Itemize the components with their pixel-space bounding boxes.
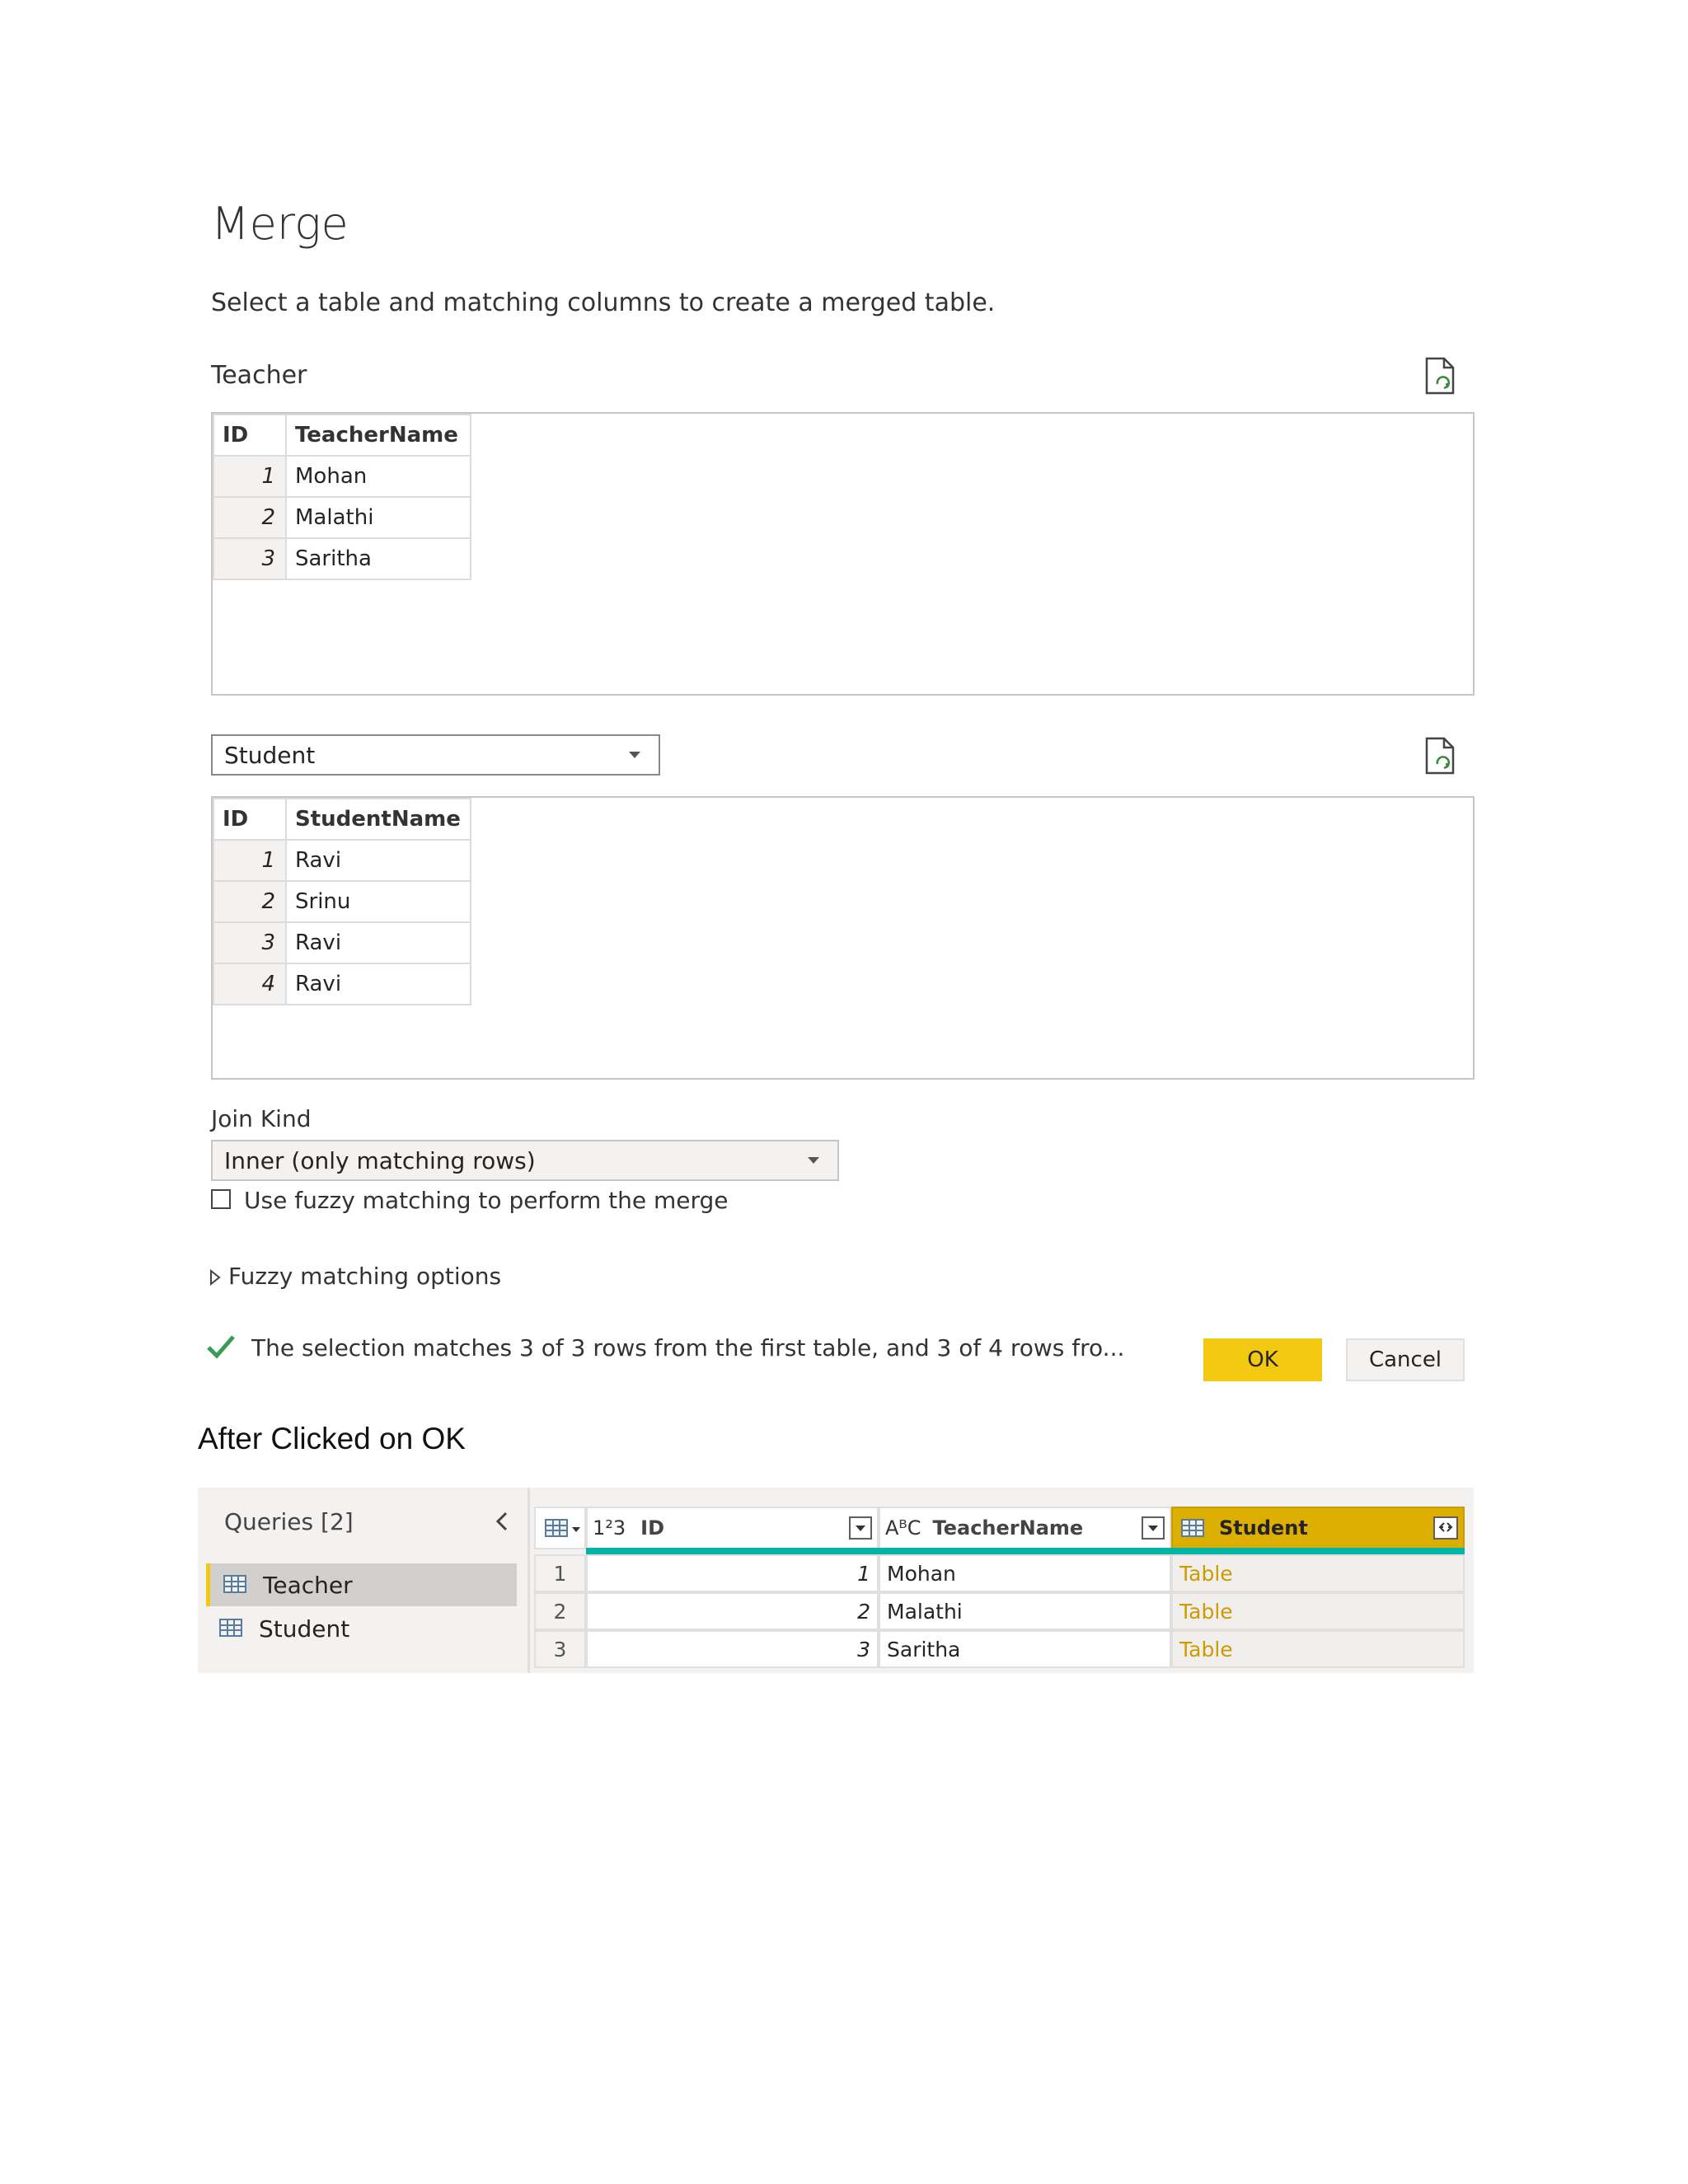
query-item-student[interactable] [206,1607,517,1650]
table-icon [219,1619,242,1637]
match-status-text: The selection matches 3 of 3 rows from the first table, and 3 of 4 rows fro... [251,1334,1125,1361]
cell-teachername[interactable]: Saritha [879,1630,1171,1668]
table-icon [1181,1519,1204,1537]
table-row [213,922,471,963]
table-row [213,881,471,922]
fuzzy-matching-checkbox[interactable] [211,1189,231,1209]
table-row [213,456,471,497]
table-row [213,497,471,538]
cell-teachername[interactable]: Mohan [879,1554,1171,1592]
join-kind-value: Inner (only matching rows) [224,1146,536,1174]
column-header-student[interactable] [1171,1507,1465,1549]
checkmark-icon [206,1333,236,1360]
cell-student-table-link[interactable]: Table [1171,1592,1465,1630]
first-table-preview [211,412,1475,696]
collapse-pane-icon[interactable] [495,1511,509,1532]
column-header-label: Student [1219,1516,1308,1540]
row-number[interactable]: 2 [534,1592,586,1630]
column-header[interactable]: ID [213,415,286,456]
teacher-preview-table [213,414,471,580]
fuzzy-matching-label[interactable]: Use fuzzy matching to perform the merge [244,1187,729,1214]
filter-dropdown-icon[interactable] [1142,1516,1165,1540]
dialog-subtitle: Select a table and matching columns to create a merged table. [211,288,996,317]
column-header[interactable]: StudentName [286,799,471,840]
first-table-label: Teacher [211,361,307,390]
row-value: Saritha [286,538,471,579]
dialog-title: Merge [211,198,349,250]
row-value: Ravi [286,840,471,881]
student-preview-table [213,798,471,1005]
cell-id[interactable]: 1 [586,1554,879,1592]
join-kind-label: Join Kind [211,1105,312,1132]
row-value: Mohan [286,456,471,497]
second-table-select-value: Student [224,741,316,769]
chevron-down-icon [808,1157,819,1164]
query-item-label: Teacher [263,1571,353,1599]
second-table-preview [211,796,1475,1080]
row-id: 3 [213,922,286,963]
filter-dropdown-icon[interactable] [849,1516,872,1540]
chevron-down-icon [572,1527,580,1532]
row-number[interactable]: 3 [534,1630,586,1668]
chevron-down-icon [629,752,640,758]
text-type-icon[interactable]: AᴮC [885,1516,921,1540]
table-icon [223,1575,246,1593]
column-header-label: TeacherName [932,1516,1084,1540]
column-header[interactable]: TeacherName [286,415,471,456]
row-value: Malathi [286,497,471,538]
ok-button[interactable]: OK [1203,1338,1322,1381]
column-header-label: ID [640,1516,665,1540]
refresh-preview-icon[interactable] [1424,737,1456,775]
row-id: 2 [213,881,286,922]
column-header-id[interactable] [586,1507,879,1549]
row-value: Ravi [286,963,471,1005]
query-item-label: Student [259,1615,350,1643]
row-id: 2 [213,497,286,538]
refresh-preview-icon[interactable] [1424,357,1456,395]
join-kind-select[interactable] [211,1140,839,1181]
chevron-right-icon[interactable] [209,1269,221,1286]
query-item-teacher[interactable] [206,1563,517,1606]
column-header-teachername[interactable] [879,1507,1171,1549]
cell-student-table-link[interactable]: Table [1171,1554,1465,1592]
cell-id[interactable]: 2 [586,1592,879,1630]
cell-student-table-link[interactable]: Table [1171,1630,1465,1668]
column-header[interactable]: ID [213,799,286,840]
table-menu-button[interactable] [534,1507,586,1549]
row-value: Srinu [286,881,471,922]
table-row [213,538,471,579]
cancel-button[interactable]: Cancel [1346,1338,1465,1381]
row-id: 3 [213,538,286,579]
queries-title: Queries [2] [224,1508,354,1535]
whole-number-type-icon[interactable]: 1²3 [593,1516,626,1540]
fuzzy-options-toggle[interactable]: Fuzzy matching options [228,1263,502,1290]
row-id: 1 [213,456,286,497]
table-row [213,963,471,1005]
cell-teachername[interactable]: Malathi [879,1592,1171,1630]
row-id: 4 [213,963,286,1005]
row-value: Ravi [286,922,471,963]
table-row [213,840,471,881]
table-icon [545,1519,568,1537]
after-caption: After Clicked on OK [198,1422,466,1455]
second-table-select[interactable] [211,734,660,776]
column-quality-bar [586,1548,1465,1554]
row-id: 1 [213,840,286,881]
cell-id[interactable]: 3 [586,1630,879,1668]
row-number[interactable]: 1 [534,1554,586,1592]
expand-column-icon[interactable] [1433,1516,1458,1540]
